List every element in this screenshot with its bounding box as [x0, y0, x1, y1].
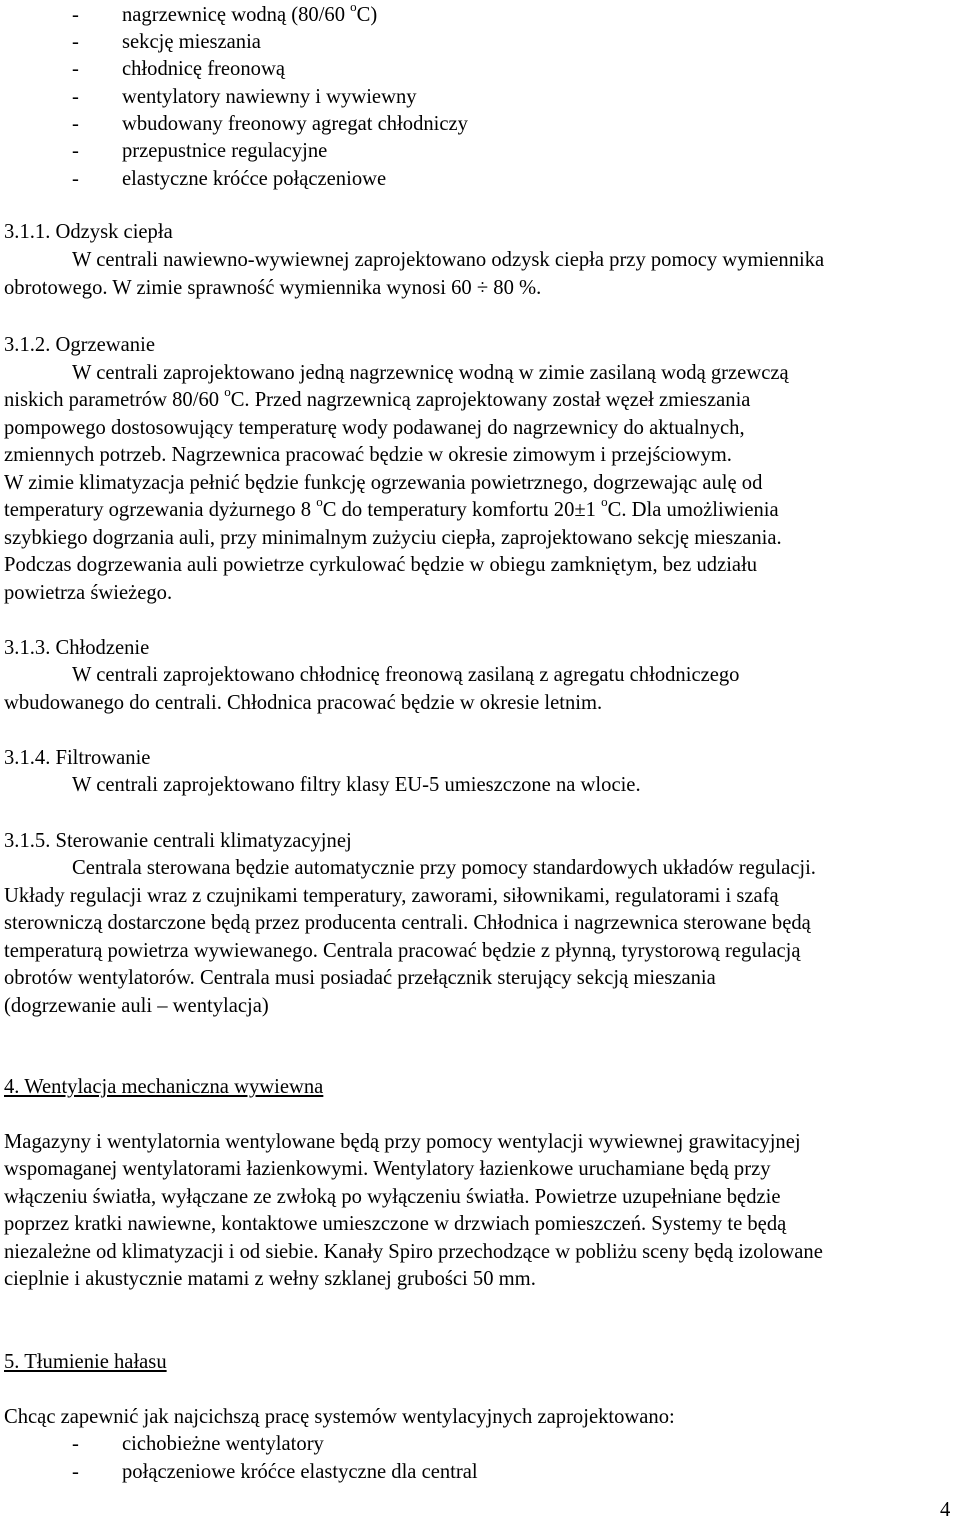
paragraph-line: wspomaganej wentylatorami łazienkowymi. Wentylatory łazienkowe uruchamiane będą przy: [4, 1158, 771, 1180]
paragraph-line: pompowego dostosowujący temperaturę wody podawanej do nagrzewnicy do aktualnych,: [4, 417, 745, 439]
list-item: - sekcję mieszania: [72, 31, 261, 53]
paragraph-line: temperaturą powietrza wywiewanego. Centrala pracować będzie z płynną, tyrystorową regulacją: [4, 940, 801, 962]
paragraph-line: W centrali nawiewno-wywiewnej zaprojektowano odzysk ciepła przy pomocy wymiennika: [72, 249, 825, 271]
paragraph-line: Układy regulacji wraz z czujnikami temperatury, zaworami, siłownikami, regulatorami i szafą: [4, 885, 779, 907]
paragraph-line: włączeniu światła, wyłączane ze zwłoką po wyłączeniu światła. Powietrze uzupełniane będzie: [4, 1186, 781, 1208]
section-heading-3-1-1: 3.1.1. Odzysk ciepła: [4, 221, 173, 243]
paragraph-line: powietrza świeżego.: [4, 582, 173, 604]
paragraph-line: zmiennych potrzeb. Nagrzewnica pracować będzie w okresie zimowym i przejściowym.: [4, 444, 732, 466]
paragraph-line: obrotowego. W zimie sprawność wymiennika wynosi 60 ÷ 80 %.: [4, 277, 542, 299]
paragraph-line: Centrala sterowana będzie automatycznie przy pomocy standardowych układów regulacji.: [72, 857, 816, 879]
paragraph-line: Magazyny i wentylatornia wentylowane będą przy pomocy wentylacji wywiewnej grawitacyjnej: [4, 1131, 801, 1153]
paragraph-line: W zimie klimatyzacja pełnić będzie funkcję ogrzewania powietrznego, dogrzewając aulę od: [4, 472, 763, 494]
division-sign-icon: ÷: [476, 277, 489, 299]
list-item: - elastyczne króćce połączeniowe: [72, 168, 387, 190]
list-item: - nagrzewnicę wodną (80/60 $^o$C): [72, 0, 378, 26]
paragraph-line: szybkiego dogrzania auli, przy minimalnym zużyciu ciepła, zaprojektowano sekcję mieszania.: [4, 527, 782, 549]
page-number: 4: [940, 1499, 951, 1521]
section-heading-4: 4. Wentylacja mechaniczna wywiewna: [4, 1076, 324, 1098]
paragraph-line: Podczas dogrzewania auli powietrze cyrkulować będzie w obiegu zamkniętym, bez udziału: [4, 554, 758, 576]
paragraph-line: (dogrzewanie auli – wentylacja): [4, 995, 269, 1017]
list-item: - wbudowany freonowy agregat chłodniczy: [72, 113, 468, 135]
paragraph-line: W centrali zaprojektowano filtry klasy EU-5 umieszczone na wlocie.: [72, 774, 641, 796]
section-heading-5: 5. Tłumienie hałasu: [4, 1351, 167, 1373]
list-item: - przepustnice regulacyjne: [72, 140, 328, 162]
paragraph-line: W centrali zaprojektowano chłodnicę freonową zasilaną z agregatu chłodniczego: [72, 664, 740, 686]
section-heading-3-1-3: 3.1.3. Chłodzenie: [4, 637, 150, 659]
list-item: - wentylatory nawiewny i wywiewny: [72, 86, 417, 108]
list-item: - chłodnicę freonową: [72, 58, 285, 80]
paragraph-line: sterowniczą dostarczone będą przez producenta centrali. Chłodnica i nagrzewnica sterowane będą: [4, 912, 811, 934]
paragraph-line: niskich parametrów 80/60 $^o$C. Przed nagrzewnicą zaprojektowany został węzeł zmieszania: [4, 384, 751, 411]
paragraph-line: cieplnie i akustycznie matami z wełny szklanej grubości 50 mm.: [4, 1268, 536, 1290]
paragraph-line: temperatury ogrzewania dyżurnego 8 $^o$C do temperatury komfortu 20±1 $^o$C. Dla umożliwienia: [4, 494, 779, 521]
paragraph-line: poprzez kratki nawiewne, kontaktowe umieszczone w drzwiach pomieszczeń. Systemy te będą: [4, 1213, 787, 1235]
paragraph-line: W centrali zaprojektowano jedną nagrzewnicę wodną w zimie zasilaną wodą grzewczą: [72, 362, 789, 384]
paragraph-line: Chcąc zapewnić jak najcichszą pracę systemów wentylacyjnych zaprojektowano:: [4, 1406, 675, 1428]
list-item: - cichobieżne wentylatory: [72, 1433, 324, 1455]
paragraph-line: obrotów wentylatorów. Centrala musi posiadać przełącznik sterujący sekcją mieszania: [4, 967, 716, 989]
section-heading-3-1-2: 3.1.2. Ogrzewanie: [4, 334, 155, 356]
section-heading-3-1-4: 3.1.4. Filtrowanie: [4, 747, 151, 769]
paragraph-line: niezależne od klimatyzacji i od siebie. Kanały Spiro przechodzące w pobliżu sceny będą izolowane: [4, 1241, 823, 1263]
section-heading-3-1-5: 3.1.5. Sterowanie centrali klimatyzacyjnej: [4, 830, 352, 852]
paragraph-line: wbudowanego do centrali. Chłodnica pracować będzie w okresie letnim.: [4, 692, 603, 714]
list-item: - połączeniowe króćce elastyczne dla central: [72, 1461, 478, 1483]
